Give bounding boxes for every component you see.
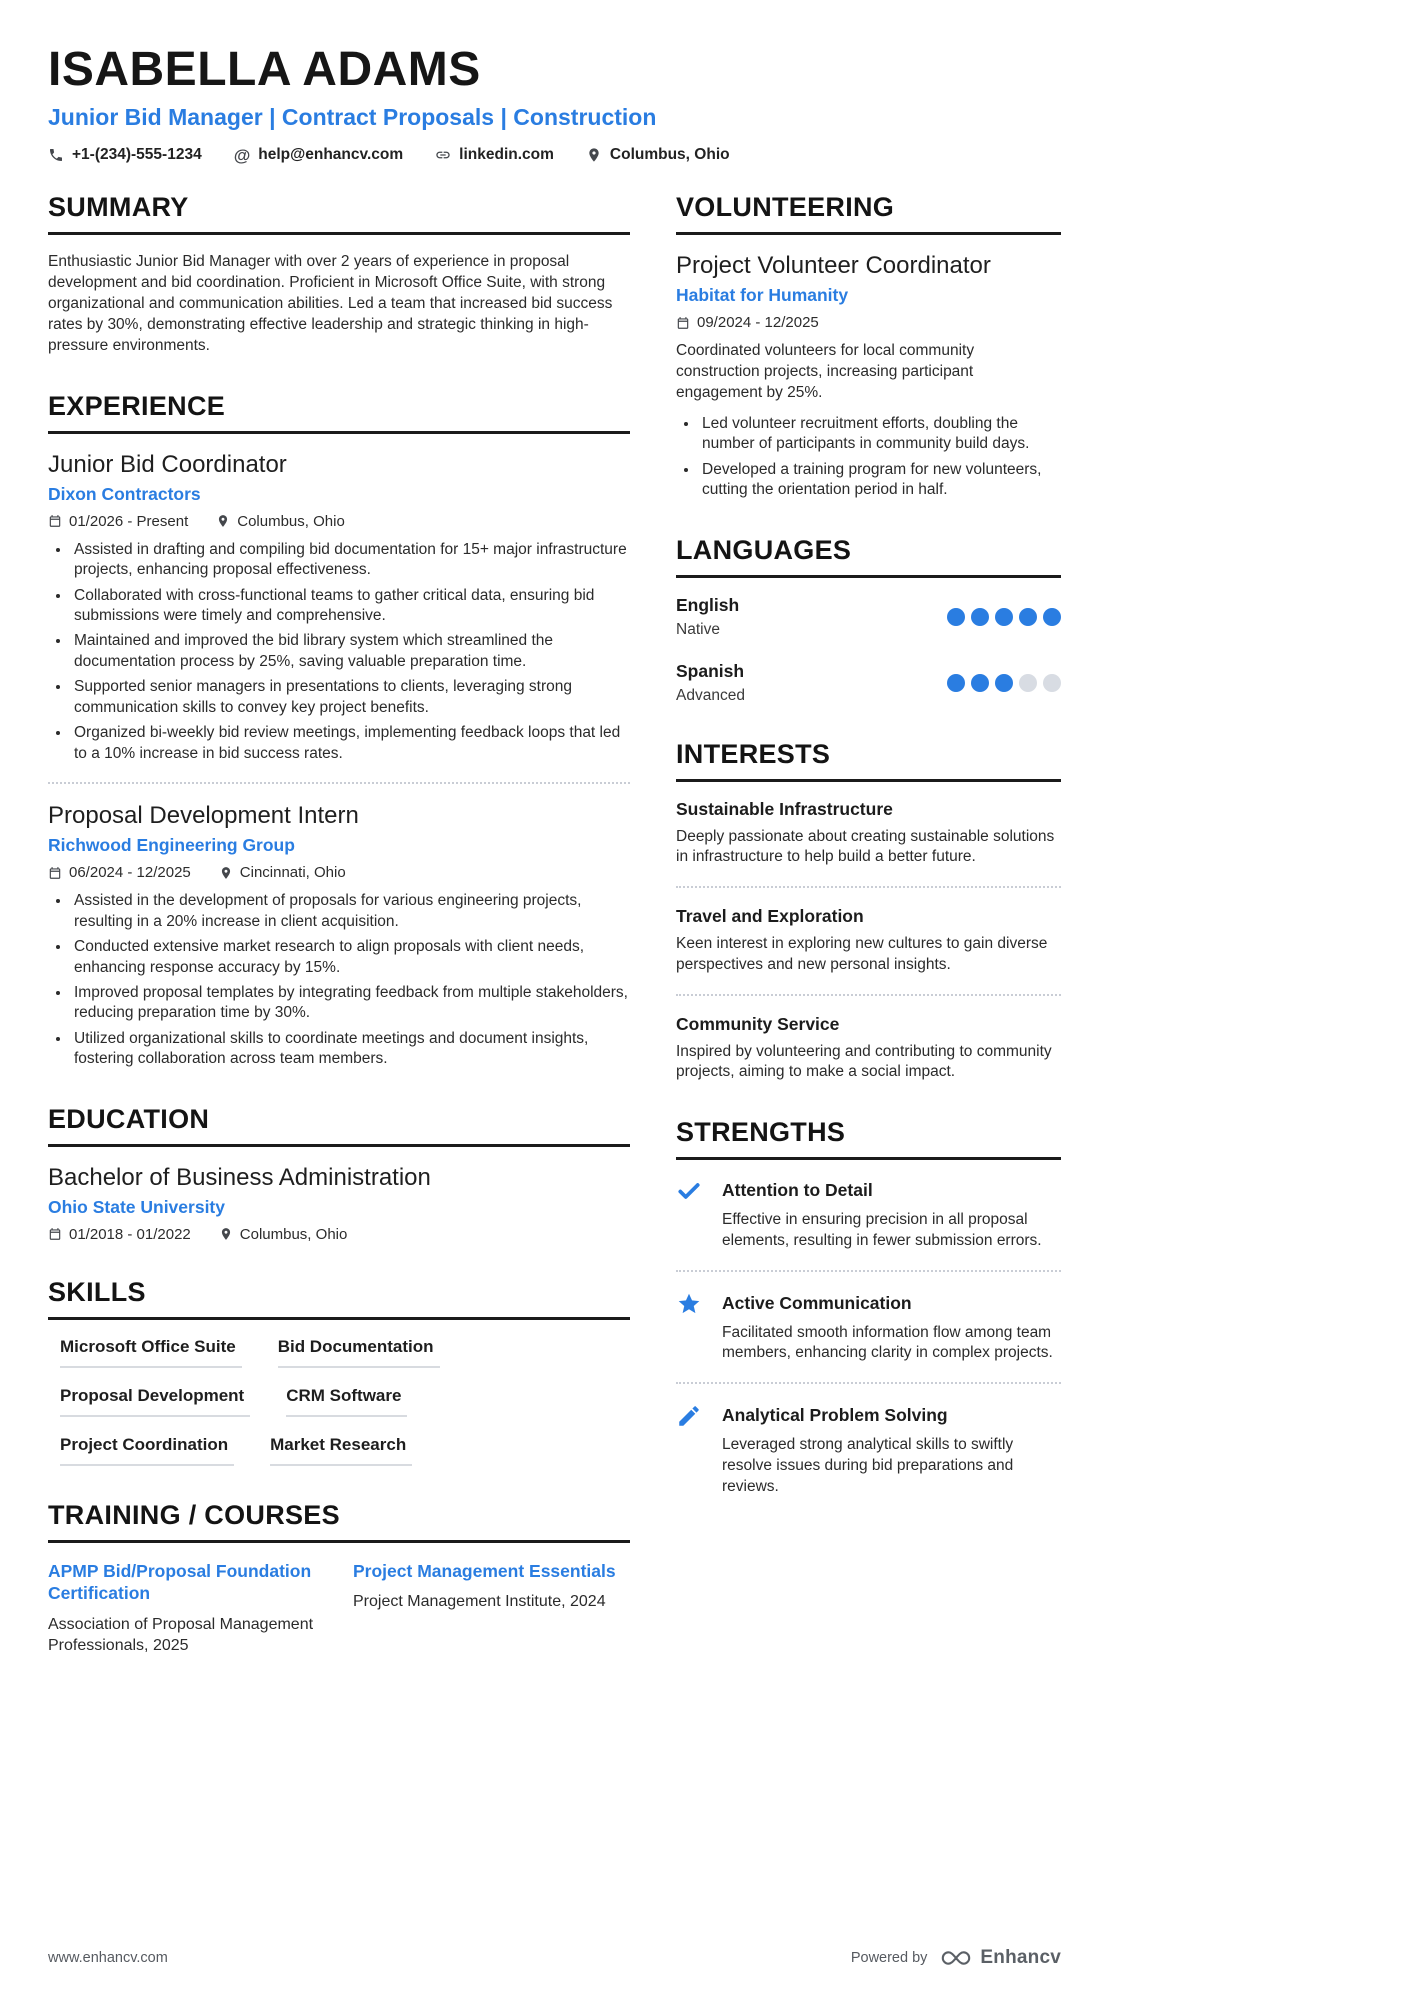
skills-row — [60, 1435, 630, 1466]
bullet: • Led volunteer recruitment efforts, doubling the number of participants in community build days. — [699, 414, 1061, 455]
language-proficiency-dots — [947, 674, 1061, 692]
language-item — [676, 595, 1061, 639]
bullet: • Maintained and improved the bid library system which streamlined the documentation process by 25%, saving valuable preparation time. — [71, 631, 630, 672]
languages-heading: LANGUAGES — [676, 535, 1061, 578]
pencil-icon — [676, 1402, 707, 1497]
proficiency-dot-empty — [1019, 674, 1037, 692]
email-contact[interactable] — [234, 146, 403, 164]
date-range: 01/2026 - Present — [48, 513, 188, 530]
language-name: English — [676, 594, 740, 615]
summary-heading: SUMMARY — [48, 192, 630, 235]
training-heading: TRAINING / COURSES — [48, 1500, 630, 1543]
language-labels — [676, 661, 745, 705]
interest-title: Sustainable Infrastructure — [676, 798, 893, 819]
skill-tag: Bid Documentation — [278, 1337, 440, 1368]
job-title: Junior Bid Coordinator — [48, 450, 287, 478]
section-strengths — [676, 1117, 1061, 1497]
strength-text: Leveraged strong analytical skills to swiftly resolve issues during bid preparations and reviews. — [722, 1436, 1014, 1495]
course-org: Association of Proposal Management Professionals, 2025 — [48, 1615, 314, 1654]
location-pin-icon — [219, 1227, 233, 1241]
left-column — [48, 192, 630, 1690]
skill-tag: Proposal Development — [60, 1386, 250, 1417]
skills-row — [60, 1337, 630, 1368]
proficiency-dot-filled — [947, 608, 965, 626]
experience-entry — [48, 451, 630, 765]
skill-tag: Market Research — [270, 1435, 412, 1466]
link-contact[interactable] — [435, 146, 554, 164]
proficiency-dot-filled — [995, 674, 1013, 692]
strength-item — [676, 1402, 1061, 1497]
phone-contact[interactable] — [48, 146, 202, 164]
bullet: • Collaborated with cross-functional teams to gather critical data, ensuring bid submissions were timely and comprehensive. — [71, 586, 630, 627]
company-name: Dixon Contractors — [48, 483, 201, 504]
entry-meta — [48, 1226, 630, 1243]
dotted-divider — [676, 1382, 1061, 1384]
footer-site-link[interactable]: www.enhancv.com — [48, 1950, 168, 1966]
link-text: linkedin.com — [459, 146, 554, 163]
volunteer-title: Project Volunteer Coordinator — [676, 252, 991, 279]
strength-content — [722, 1290, 1061, 1365]
headline: Junior Bid Manager | Contract Proposals | Construction — [48, 104, 657, 130]
bullet: • Utilized organizational skills to coordinate meetings and document insights, fostering collaboration across team members. — [71, 1029, 630, 1070]
location-pin-icon — [586, 147, 602, 163]
right-column — [676, 192, 1061, 1690]
bullet: • Organized bi-weekly bid review meetings, implementing feedback loops that led to a 10% increase in bid success rates. — [71, 723, 630, 764]
enhancv-logo-icon — [939, 1948, 973, 1968]
interest-item — [676, 1014, 1061, 1084]
degree: Bachelor of Business Administration — [48, 1163, 431, 1191]
bullet: • Supported senior managers in presentations to clients, leveraging strong communication skills to convey key project benefits. — [71, 677, 630, 718]
calendar-icon — [48, 866, 62, 880]
calendar-icon — [48, 1227, 62, 1241]
strength-item — [676, 1290, 1061, 1365]
entry-meta — [48, 864, 630, 881]
interest-text: Inspired by volunteering and contributing to community projects, aiming to make a social impact. — [676, 1042, 1052, 1081]
powered-by — [851, 1947, 1061, 1969]
skill-tag: Project Coordination — [60, 1435, 234, 1466]
course-title: Project Management Essentials — [353, 1560, 616, 1581]
proficiency-dot-filled — [995, 608, 1013, 626]
school-name: Ohio State University — [48, 1196, 225, 1217]
volunteering-heading: VOLUNTEERING — [676, 192, 1061, 235]
dotted-divider — [48, 782, 630, 784]
location-pin-icon — [216, 514, 230, 528]
job-bullets — [71, 540, 630, 765]
strength-content — [722, 1402, 1061, 1497]
date-range: 01/2018 - 01/2022 — [48, 1226, 191, 1243]
footer — [48, 1947, 1061, 1969]
job-location: Columbus, Ohio — [216, 513, 345, 530]
interest-title: Travel and Exploration — [676, 906, 864, 927]
bullet: • Developed a training program for new volunteers, cutting the orientation period in half. — [699, 460, 1061, 501]
section-education — [48, 1104, 630, 1243]
volunteer-bullets — [699, 414, 1061, 501]
language-item — [676, 661, 1061, 705]
brand-name: Enhancv — [980, 1947, 1061, 1968]
job-bullets — [71, 891, 630, 1070]
language-proficiency-dots — [947, 608, 1061, 626]
volunteer-description: Coordinated volunteers for local community construction projects, increasing participant engagement by 25%. — [676, 342, 975, 401]
language-labels — [676, 595, 739, 639]
calendar-icon — [48, 514, 62, 528]
interests-heading: INTERESTS — [676, 739, 1061, 782]
proficiency-dot-filled — [1019, 608, 1037, 626]
proficiency-dot-filled — [947, 674, 965, 692]
dotted-divider — [676, 1270, 1061, 1272]
content-columns — [48, 192, 1061, 1690]
strength-text: Effective in ensuring precision in all proposal elements, resulting in fewer submission errors. — [722, 1211, 1042, 1249]
summary-text: Enthusiastic Junior Bid Manager with over 2 years of experience in proposal development and bid coordination. Proficient in Microsoft Office Suite, with strong organizational and communication abilities. Led a team that increased bid success rates by 30%, demonstrating effective leadership and strategic thinking in high-pressure environments. — [48, 253, 613, 354]
dotted-divider — [676, 994, 1061, 996]
skills-heading: SKILLS — [48, 1277, 630, 1320]
phone-number: +1-(234)-555-1234 — [72, 146, 202, 163]
experience-entry — [48, 802, 630, 1070]
phone-icon — [48, 147, 64, 163]
training-grid — [48, 1560, 630, 1656]
section-volunteering — [676, 192, 1061, 501]
proficiency-dot-empty — [1043, 674, 1061, 692]
company-name: Richwood Engineering Group — [48, 835, 295, 856]
volunteer-org: Habitat for Humanity — [676, 285, 849, 305]
language-level: Advanced — [676, 686, 745, 704]
strength-item — [676, 1177, 1061, 1252]
language-name: Spanish — [676, 660, 745, 681]
entry-meta — [676, 314, 1061, 331]
skills-row — [60, 1386, 630, 1417]
proficiency-dot-filled — [1043, 608, 1061, 626]
section-skills — [48, 1277, 630, 1466]
section-interests — [676, 739, 1061, 1084]
school-location: Columbus, Ohio — [219, 1226, 348, 1243]
interest-item — [676, 906, 1061, 976]
enhancv-logo[interactable] — [939, 1947, 1061, 1969]
star-icon — [676, 1290, 707, 1365]
section-summary — [48, 192, 630, 357]
bullet: • Conducted extensive market research to align proposals with client needs, enhancing response accuracy by 15%. — [71, 937, 630, 978]
strength-text: Facilitated smooth information flow among team members, enhancing clarity in complex projects. — [722, 1323, 1053, 1362]
course-org: Project Management Institute, 2024 — [353, 1593, 606, 1611]
interest-title: Community Service — [676, 1013, 840, 1034]
section-languages — [676, 535, 1061, 705]
skill-tag: Microsoft Office Suite — [60, 1337, 242, 1368]
contact-row — [48, 146, 1410, 164]
date-range: 09/2024 - 12/2025 — [676, 314, 819, 331]
strength-content — [722, 1177, 1061, 1252]
proficiency-dot-filled — [971, 674, 989, 692]
job-location: Cincinnati, Ohio — [219, 864, 346, 881]
job-title: Proposal Development Intern — [48, 802, 359, 830]
link-icon — [435, 147, 451, 163]
strengths-heading: STRENGTHS — [676, 1117, 1061, 1160]
location-text: Columbus, Ohio — [609, 146, 730, 163]
calendar-icon — [676, 316, 690, 330]
dotted-divider — [676, 886, 1061, 888]
location-contact — [586, 146, 730, 164]
experience-heading: EXPERIENCE — [48, 391, 630, 434]
proficiency-dot-filled — [971, 608, 989, 626]
location-pin-icon — [219, 866, 233, 880]
training-item — [48, 1560, 325, 1656]
bullet: • Improved proposal templates by integrating feedback from multiple stakeholders, reducing preparation time by 30%. — [71, 983, 630, 1024]
training-item — [353, 1560, 630, 1656]
bullet: • Assisted in drafting and compiling bid documentation for 15+ major infrastructure projects, enhancing proposal effectiveness. — [71, 540, 630, 581]
header — [48, 42, 1410, 164]
strength-title: Active Communication — [722, 1292, 912, 1313]
email-address: help@enhancv.com — [258, 146, 404, 163]
interest-text: Keen interest in exploring new cultures to gain diverse perspectives and new personal insights. — [676, 935, 1048, 973]
education-heading: EDUCATION — [48, 1104, 630, 1147]
entry-meta — [48, 513, 630, 530]
section-experience — [48, 391, 630, 1070]
candidate-name: ISABELLA ADAMS — [48, 43, 481, 96]
skill-tag: CRM Software — [286, 1386, 407, 1417]
check-icon — [676, 1177, 707, 1252]
course-title: APMP Bid/Proposal Foundation Certification — [48, 1560, 312, 1604]
strength-title: Attention to Detail — [722, 1180, 873, 1201]
at-icon: @ — [233, 145, 251, 165]
strength-title: Analytical Problem Solving — [722, 1405, 948, 1426]
date-range: 06/2024 - 12/2025 — [48, 864, 191, 881]
section-training — [48, 1500, 630, 1656]
language-level: Native — [676, 620, 720, 638]
powered-by-label: Powered by — [850, 1950, 928, 1966]
bullet: • Assisted in the development of proposals for various engineering projects, resulting in a 20% increase in client acquisition. — [71, 891, 630, 932]
interest-item — [676, 799, 1061, 869]
interest-text: Deeply passionate about creating sustainable solutions in infrastructure to help build a better future. — [676, 827, 1055, 866]
